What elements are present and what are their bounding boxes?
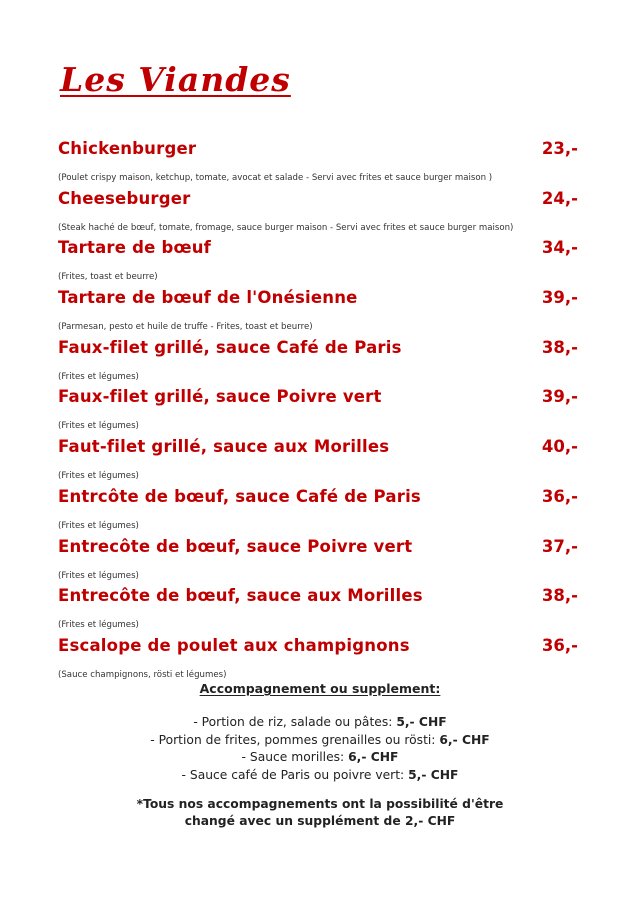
menu-item — [58, 139, 578, 189]
item-name: Tartare de bœuf — [58, 238, 212, 258]
supplement-line — [0, 732, 640, 750]
supplement-text: - Portion de frites, pommes grenailles ou rösti: — [150, 732, 440, 747]
item-description: (Parmesan, pesto et huile de truffe - Frites, toast et beurre) — [58, 322, 313, 333]
item-description: (Frites et légumes) — [58, 570, 139, 581]
supplement-price: 6,- CHF — [439, 732, 490, 747]
supplement-line — [0, 749, 640, 767]
menu-item — [58, 238, 578, 288]
menu-items-list — [58, 139, 578, 686]
menu-item — [58, 387, 578, 437]
item-name: Faux-filet grillé, sauce Café de Paris — [58, 337, 402, 357]
item-price: 23,- — [541, 139, 578, 158]
item-price: 38,- — [541, 337, 578, 357]
page-title: Les Viandes — [60, 60, 291, 99]
item-name: Escalope de poulet aux champignons — [58, 635, 410, 655]
supplements-title: Accompagnement ou supplement: — [199, 681, 441, 696]
supplement-text: - Portion de riz, salade ou pâtes: — [193, 715, 397, 729]
supplement-price: 5,- CHF — [408, 767, 459, 782]
supplement-price: 6,- CHF — [348, 750, 399, 764]
menu-item — [58, 338, 578, 388]
supplement-line — [0, 714, 640, 732]
menu-item — [58, 487, 578, 537]
item-price: 36,- — [541, 486, 578, 506]
item-description: (Frites et légumes) — [58, 371, 139, 382]
item-description: (Steak haché de bœuf, tomate, fromage, sauce burger maison - Servi avec frites et sauce burger maison) — [58, 222, 514, 233]
item-description: (Poulet crispy maison, ketchup, tomate, avocat et salade - Servi avec frites et sauce burger maison ) — [58, 173, 493, 183]
menu-item — [58, 437, 578, 487]
item-price: 37,- — [541, 536, 578, 556]
item-name: Faux-filet grillé, sauce Poivre vert — [58, 387, 382, 407]
item-name: Entrecôte de bœuf, sauce aux Morilles — [58, 586, 423, 606]
menu-item — [58, 636, 578, 686]
item-price: 36,- — [541, 635, 578, 655]
item-price: 39,- — [541, 387, 578, 407]
supplements-list — [0, 714, 640, 784]
item-description: (Frites, toast et beurre) — [58, 272, 158, 283]
item-price: 34,- — [541, 238, 578, 258]
note-line-2: changé avec un supplément de 2,- CHF — [184, 814, 456, 828]
item-price: 39,- — [541, 288, 578, 308]
item-description: (Frites et légumes) — [58, 471, 139, 482]
item-price: 38,- — [541, 586, 578, 606]
supplement-price: 5,- CHF — [396, 715, 447, 729]
item-name: Tartare de bœuf de l'Onésienne — [58, 288, 358, 308]
item-description: (Sauce champignons, rösti et légumes) — [58, 669, 227, 680]
menu-item — [58, 537, 578, 587]
item-description: (Frites et légumes) — [58, 421, 139, 432]
supplement-text: - Sauce café de Paris ou poivre vert: — [181, 767, 409, 782]
item-name: Faut-filet grillé, sauce aux Morilles — [58, 437, 390, 457]
item-price: 40,- — [541, 437, 578, 457]
item-price: 24,- — [541, 188, 578, 208]
menu-item — [58, 586, 578, 636]
menu-item — [58, 288, 578, 338]
item-name: Entrecôte de bœuf, sauce Poivre vert — [58, 536, 413, 556]
supplement-note — [0, 796, 640, 830]
supplements-section — [0, 681, 640, 830]
supplement-line — [0, 767, 640, 785]
supplement-text: - Sauce morilles: — [241, 750, 349, 764]
item-name: Cheeseburger — [58, 188, 191, 208]
item-name: Entrcôte de bœuf, sauce Café de Paris — [58, 486, 421, 506]
note-line-1: *Tous nos accompagnements ont la possibilité d'être — [136, 797, 504, 811]
item-description: (Frites et légumes) — [58, 520, 139, 531]
menu-item — [58, 189, 578, 239]
item-name: Chickenburger — [58, 139, 197, 158]
item-description: (Frites et légumes) — [58, 620, 139, 631]
